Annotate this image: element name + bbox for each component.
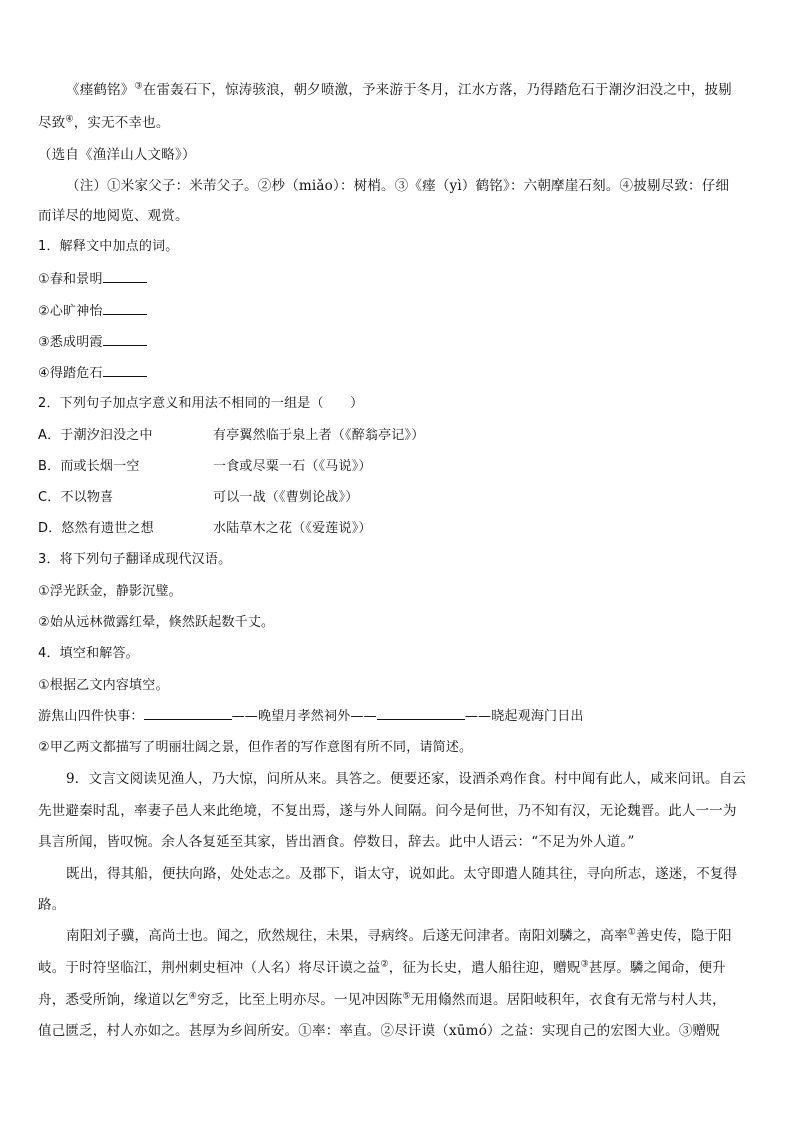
question-1-item [38, 302, 758, 322]
option-right: 水陆草木之花（《爱莲说》） [213, 521, 372, 536]
passage-note-line-1: （注）①米家父子：米芾父子。②杪（miǎo）：树梢。③《瘗（yì）鹤铭》：六朝摩崖石刻。④披剔尽致：仔细 [66, 178, 730, 194]
option-right: 有亭翼然临于泉上者（《醉翁亭记》） [213, 428, 425, 443]
fill-text: ——晓起观海门日出 [464, 709, 584, 724]
fill-text: 游焦山四件快事： [38, 709, 144, 724]
answer-blank[interactable] [103, 302, 147, 315]
item-text: ③悉成明霞 [38, 335, 103, 350]
question-9-line-8 [38, 990, 758, 1010]
question-9-line-5: 路。 [38, 897, 66, 913]
item-text: ④得踏危石 [38, 366, 103, 381]
footnote-mark: ④ [65, 114, 74, 125]
footnote-mark: ③ [134, 81, 143, 92]
passage-text: 甚厚。驎之闻命，便升 [588, 960, 726, 976]
passage-text: 尽致 [38, 115, 66, 131]
footnote-mark: ② [380, 959, 389, 970]
question-4-sub-2: ②甲乙两文都描写了明丽壮阔之景，但作者的写作意图有所不同，请简述。 [38, 740, 473, 755]
item-text: ①春和景明 [38, 272, 103, 287]
question-2-option-b[interactable] [38, 457, 758, 477]
passage-note-line-2: 而详尽的地阅览、观赏。 [38, 208, 189, 224]
question-3-title: 3．将下列句子翻译成现代汉语。 [38, 552, 232, 567]
footnote-mark: ③ [580, 959, 589, 970]
option-right: 可以一战（《曹刿论战》） [213, 490, 359, 505]
question-4-title: 4．填空和解答。 [38, 646, 139, 661]
question-9-line-3: 具言所闻，皆叹惋。余人各复延至其家，皆出酒食。停数日，辞去。此中人语云：“不足为外人道。” [38, 834, 635, 850]
passage-source: （选自《渔洋山人文略》） [38, 147, 196, 163]
passage-text: ，征为长史，遣人船往迎，赠贶 [388, 960, 581, 976]
question-3-item: ①浮光跃金，静影沉璧。 [38, 584, 182, 599]
fill-text: ——晚望月孝然祠外—— [231, 709, 377, 724]
passage-text: 《瘗鹤铭》 [66, 82, 135, 98]
passage-text: 舟，悉受所饷，缘道以乞 [38, 992, 189, 1008]
option-left: C．不以物喜 [38, 490, 114, 505]
answer-blank[interactable] [103, 364, 147, 377]
item-text: ②心旷神怡 [38, 304, 103, 319]
question-2-option-d[interactable] [38, 519, 758, 539]
passage-text: 善史传，隐于阳 [635, 928, 732, 944]
question-9-line-2: 先世避秦时乱，率妻子邑人来此绝境，不复出焉，遂与外人间隔。问今是何世，乃不知有汉，无论魏晋。此人一一为 [38, 803, 737, 819]
footnote-mark: ⑤ [402, 991, 411, 1002]
option-left: A．于潮汐汩没之中 [38, 428, 153, 443]
passage-line-1 [66, 80, 758, 100]
option-left: B．而或长烟一空 [38, 459, 140, 474]
question-2-option-c[interactable] [38, 488, 758, 508]
question-9-line-1: 9．文言文阅读见渔人，乃大惊，问所从来。具答之。便要还家，设酒杀鸡作食。村中闻有此人，咸来问讯。自云 [66, 771, 747, 787]
answer-blank[interactable] [144, 707, 232, 720]
question-2-option-a[interactable] [38, 426, 758, 446]
option-left: D．悠然有遗世之想 [38, 521, 154, 536]
option-right: 一食或尽粟一石（《马说》） [213, 459, 372, 474]
answer-blank[interactable] [103, 333, 147, 346]
answer-blank[interactable] [103, 270, 147, 283]
question-2-title: 2．下列句子加点字意义和用法不相同的一组是（ ） [38, 396, 364, 411]
question-4-sub-1: ①根据乙文内容填空。 [38, 678, 169, 693]
question-9-line-7 [38, 958, 758, 978]
question-9-line-9: 值己匮乏，村人亦如之。甚厚为乡闾所安。①率：率直。②尽讦谟（xūmó）之益：实现自己的宏图大业。③赠贶 [38, 1023, 720, 1039]
footnote-mark: ① [627, 927, 636, 938]
passage-text: 无用翛然而退。居阳岐积年，衣食有无常与村人共， [410, 992, 726, 1008]
passage-text: 南阳刘子骥，高尚士也。闻之，欣然规往，未果，寻病终。后遂无问津者。南阳刘驎之，高率 [66, 928, 628, 944]
question-1-title: 1．解释文中加点的词。 [38, 239, 179, 254]
answer-blank[interactable] [377, 707, 465, 720]
question-1-item [38, 270, 758, 290]
passage-text: 岐。于时符坚临江，荆州刺史桓冲（人名）将尽讦谟之益 [38, 960, 381, 976]
passage-text: 穷乏，比至上明亦尽。一见冲因陈 [196, 992, 403, 1008]
question-1-item [38, 333, 758, 353]
passage-line-2 [38, 113, 758, 133]
passage-text: 在雷轰石下，惊涛骇浪，朝夕喷激，予来游于冬月，江水方落，乃得踏危石于潮汐汩没之中，披剔 [142, 82, 732, 98]
question-9-line-4: 既出，得其船，便扶向路，处处志之。及郡下，诣太守，说如此。太守即遣人随其往，寻向所志，遂迷，不复得 [66, 866, 738, 882]
question-3-item: ②始从远林微露红晕，倏然跃起数千丈。 [38, 615, 275, 630]
footnote-mark: ④ [188, 991, 197, 1002]
question-4-fill-line [38, 707, 758, 727]
passage-text: ，实无不幸也。 [73, 115, 170, 131]
question-1-item [38, 364, 758, 384]
question-9-line-6 [66, 926, 758, 946]
